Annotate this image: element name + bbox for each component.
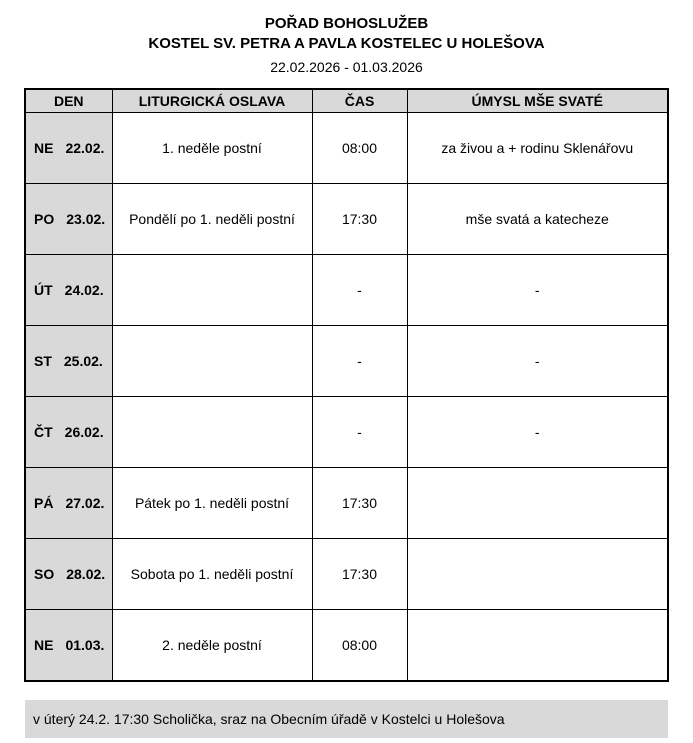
- intention-cell: -: [407, 397, 668, 468]
- celebration-cell: [112, 255, 312, 326]
- document-header: [0, 14, 693, 76]
- time-cell: -: [312, 397, 407, 468]
- time-cell: 08:00: [312, 113, 407, 184]
- footer-note: v úterý 24.2. 17:30 Scholička, sraz na Obecním úřadě v Kostelci u Holešova: [25, 700, 668, 738]
- day-cell: [25, 539, 112, 610]
- day-date: 26.02.: [64, 424, 104, 441]
- time-cell: 08:00: [312, 610, 407, 682]
- day-abbr: SO: [34, 566, 55, 583]
- intention-cell: mše svatá a katecheze: [407, 184, 668, 255]
- table-row: [25, 255, 668, 326]
- celebration-cell: [112, 326, 312, 397]
- intention-cell: [407, 610, 668, 682]
- intention-cell: za živou a + rodinu Sklenářovu: [407, 113, 668, 184]
- day-cell: [25, 397, 112, 468]
- day-date: 25.02.: [63, 353, 103, 370]
- day-date: 24.02.: [64, 282, 104, 299]
- day-cell: [25, 184, 112, 255]
- celebration-cell: Sobota po 1. neděli postní: [112, 539, 312, 610]
- table-row: [25, 610, 668, 682]
- column-header-den: DEN: [25, 89, 112, 113]
- column-header-cas: ČAS: [312, 89, 407, 113]
- day-cell: [25, 468, 112, 539]
- intention-cell: -: [407, 326, 668, 397]
- table-row: [25, 326, 668, 397]
- day-cell: [25, 610, 112, 682]
- page-title: POŘAD BOHOSLUŽEB: [264, 15, 429, 32]
- celebration-cell: 1. neděle postní: [112, 113, 312, 184]
- day-cell: [25, 255, 112, 326]
- day-cell: [25, 113, 112, 184]
- day-abbr: ST: [34, 353, 52, 370]
- day-abbr: ÚT: [34, 282, 53, 299]
- time-cell: -: [312, 326, 407, 397]
- celebration-cell: 2. neděle postní: [112, 610, 312, 682]
- time-cell: 17:30: [312, 468, 407, 539]
- table-row: [25, 397, 668, 468]
- column-header-umysl: ÚMYSL MŠE SVATÉ: [407, 89, 668, 113]
- table-header-row: [25, 89, 668, 113]
- day-abbr: ČT: [34, 424, 53, 441]
- day-abbr: NE: [34, 637, 54, 654]
- day-abbr: NE: [34, 140, 54, 157]
- intention-cell: [407, 468, 668, 539]
- day-date: 27.02.: [65, 495, 105, 512]
- day-cell: [25, 326, 112, 397]
- time-cell: 17:30: [312, 539, 407, 610]
- intention-cell: -: [407, 255, 668, 326]
- celebration-cell: [112, 397, 312, 468]
- day-date: 23.02.: [66, 211, 106, 228]
- table-row: [25, 539, 668, 610]
- time-cell: -: [312, 255, 407, 326]
- schedule-table: [24, 88, 669, 682]
- day-abbr: PO: [34, 211, 55, 228]
- column-header-liturgicka-oslava: LITURGICKÁ OSLAVA: [112, 89, 312, 113]
- intention-cell: [407, 539, 668, 610]
- table-row: [25, 184, 668, 255]
- church-title: KOSTEL SV. PETRA A PAVLA KOSTELEC U HOLEŠOVA: [148, 35, 545, 53]
- schedule-body: [25, 113, 668, 682]
- celebration-cell: Pondělí po 1. neděli postní: [112, 184, 312, 255]
- day-abbr: PÁ: [34, 495, 54, 512]
- celebration-cell: Pátek po 1. neděli postní: [112, 468, 312, 539]
- table-row: [25, 468, 668, 539]
- day-date: 28.02.: [66, 566, 106, 583]
- day-date: 22.02.: [65, 140, 105, 157]
- time-cell: 17:30: [312, 184, 407, 255]
- date-range: 22.02.2026 - 01.03.2026: [270, 58, 423, 75]
- table-row: [25, 113, 668, 184]
- day-date: 01.03.: [65, 637, 105, 654]
